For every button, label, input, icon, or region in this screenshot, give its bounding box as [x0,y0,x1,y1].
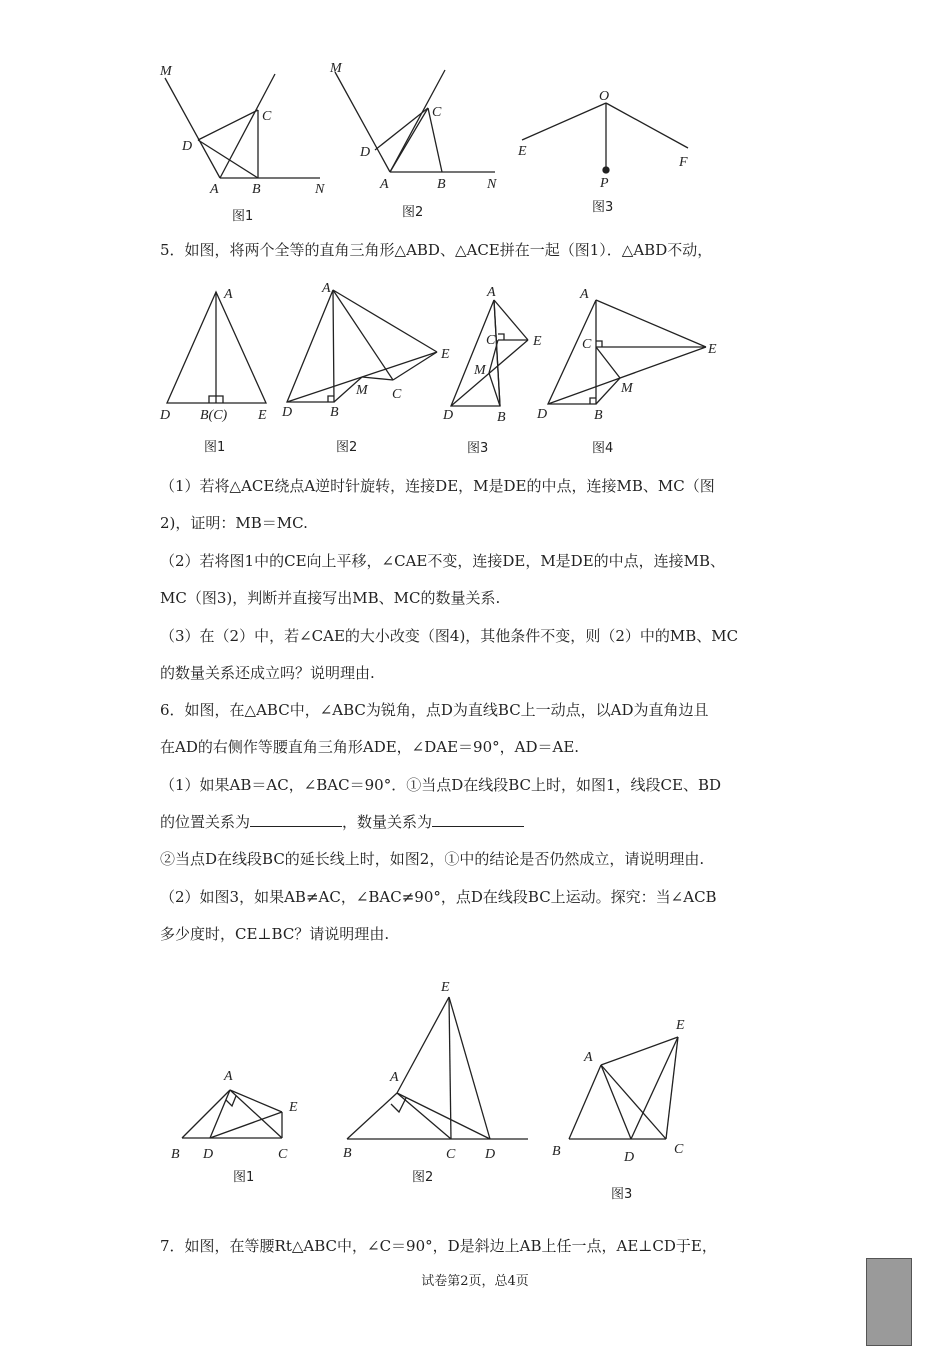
label-A: A [210,182,219,197]
label-E: E [676,1018,685,1033]
label-B: B [343,1146,352,1161]
label-B: B [552,1144,561,1159]
label-B: B [594,408,603,423]
q6-line1: 6．如图，在△ABC中，∠ABC为锐角，点D为直线BC上一动点，以AD为直角边且 [160,701,709,719]
label-A: A [224,1069,233,1084]
caption: 图2 [336,440,358,455]
row2-fig2 [281,281,450,455]
label-D: D [537,407,548,422]
q5-part2-line2: MC（图3)，判断并直接写出MB、MC的数量关系. [160,589,501,607]
label-C: C [432,105,442,120]
label-P: P [600,176,609,191]
label-C: C [582,337,592,352]
label-C: C [262,109,272,124]
row3-fig2 [343,980,528,1185]
label-B: B [437,177,446,192]
caption: 图4 [592,441,614,456]
q6-line5: ②当点D在线段BC的延长线上时，如图2，①中的结论是否仍然成立，请说明理由. [160,850,705,868]
row1-fig2 [329,61,497,220]
row2-fig4 [536,287,717,456]
point-P [603,167,609,173]
label-M: M [474,363,486,378]
row2-fig1 [159,287,267,455]
label-D: D [443,408,454,423]
caption: 图3 [467,441,489,456]
label-A: A [224,287,233,302]
label-A: A [584,1050,593,1065]
caption: 图2 [412,1170,434,1185]
label-A: A [380,177,389,192]
label-E: E [289,1100,298,1115]
label-B: B [330,405,339,420]
label-A: A [580,287,589,302]
label-C: C [446,1147,456,1162]
q6-line7: 多少度时，CE⊥BC？请说明理由. [160,925,390,943]
q6-quantity-label: ，数量关系为 [342,813,433,831]
label-C: C [278,1147,288,1162]
label-B: B(C) [200,408,228,423]
label-E: E [258,408,267,423]
label-A: A [390,1070,399,1085]
label-B: B [252,182,261,197]
caption: 图1 [233,1170,255,1185]
label-M: M [621,381,633,396]
row1-fig1 [159,64,325,224]
row2-fig3 [442,285,542,456]
q5-intro: 5．如图，将两个全等的直角三角形△ABD、△ACE拼在一起（图1）．△ABD不动， [160,241,713,259]
row3-fig1 [171,1069,298,1185]
q5-part2-line1: （2）若将图1中的CE向上平移，∠CAE不变，连接DE，M是DE的中点，连接MB、 [160,552,726,570]
answer-blank-quantity[interactable] [432,812,524,827]
label-F: F [679,155,688,170]
q5-part3-line1: （3）在（2）中，若∠CAE的大小改变（图4)，其他条件不变，则（2）中的MB、MC [160,627,739,645]
label-D: D [282,405,293,420]
caption: 图2 [402,205,424,220]
label-E: E [518,144,527,159]
label-D: D [360,145,371,160]
caption: 图1 [232,209,254,224]
label-N: N [487,177,497,192]
label-D: D [182,139,193,154]
label-E: E [708,342,717,357]
caption: 图3 [611,1187,633,1202]
row1-fig3 [517,89,688,215]
q5-part1-line1: （1）若将△ACE绕点A逆时针旋转，连接DE，M是DE的中点，连接MB、MC（图 [160,477,715,495]
answer-blank-position[interactable] [250,812,342,827]
caption: 图3 [592,200,614,215]
label-B: B [171,1147,180,1162]
label-A: A [487,285,496,300]
q5-part1-line2: 2)，证明：MB＝MC. [160,514,308,532]
label-D: D [203,1147,214,1162]
label-C: C [486,333,496,348]
label-D: D [624,1150,635,1165]
row3-fig3 [552,1018,685,1202]
label-O: O [599,89,610,104]
q6-line4 [160,812,524,832]
label-A: A [322,281,331,296]
label-E: E [441,347,450,362]
label-E: E [441,980,450,995]
page-footer: 试卷第2页，总4页 [421,1274,529,1289]
label-E: E [533,334,542,349]
label-B: B [497,410,506,425]
q6-position-label: 的位置关系为 [160,813,251,831]
side-tab [866,1258,912,1346]
label-N: N [315,182,325,197]
label-D: D [485,1147,496,1162]
label-M: M [356,383,368,398]
label-D: D [160,408,171,423]
label-M: M [160,64,172,79]
q6-line3: （1）如果AB＝AC，∠BAC＝90°．①当点D在线段BC上时，如图1，线段CE、BD [160,776,722,794]
label-C: C [392,387,402,402]
q6-line6: （2）如图3，如果AB≠AC，∠BAC≠90°，点D在线段BC上运动。探究：当∠ACB [160,888,717,906]
q6-line2: 在AD的右侧作等腰直角三角形ADE，∠DAE＝90°，AD＝AE. [160,738,580,756]
label-C: C [674,1142,684,1157]
q7-line1: 7．如图，在等腰Rt△ABC中，∠C＝90°，D是斜边上AB上任一点，AE⊥CD于E， [160,1237,717,1255]
caption: 图1 [204,440,226,455]
label-M: M [330,61,342,76]
q5-part3-line2: 的数量关系还成立吗？说明理由. [160,664,375,682]
